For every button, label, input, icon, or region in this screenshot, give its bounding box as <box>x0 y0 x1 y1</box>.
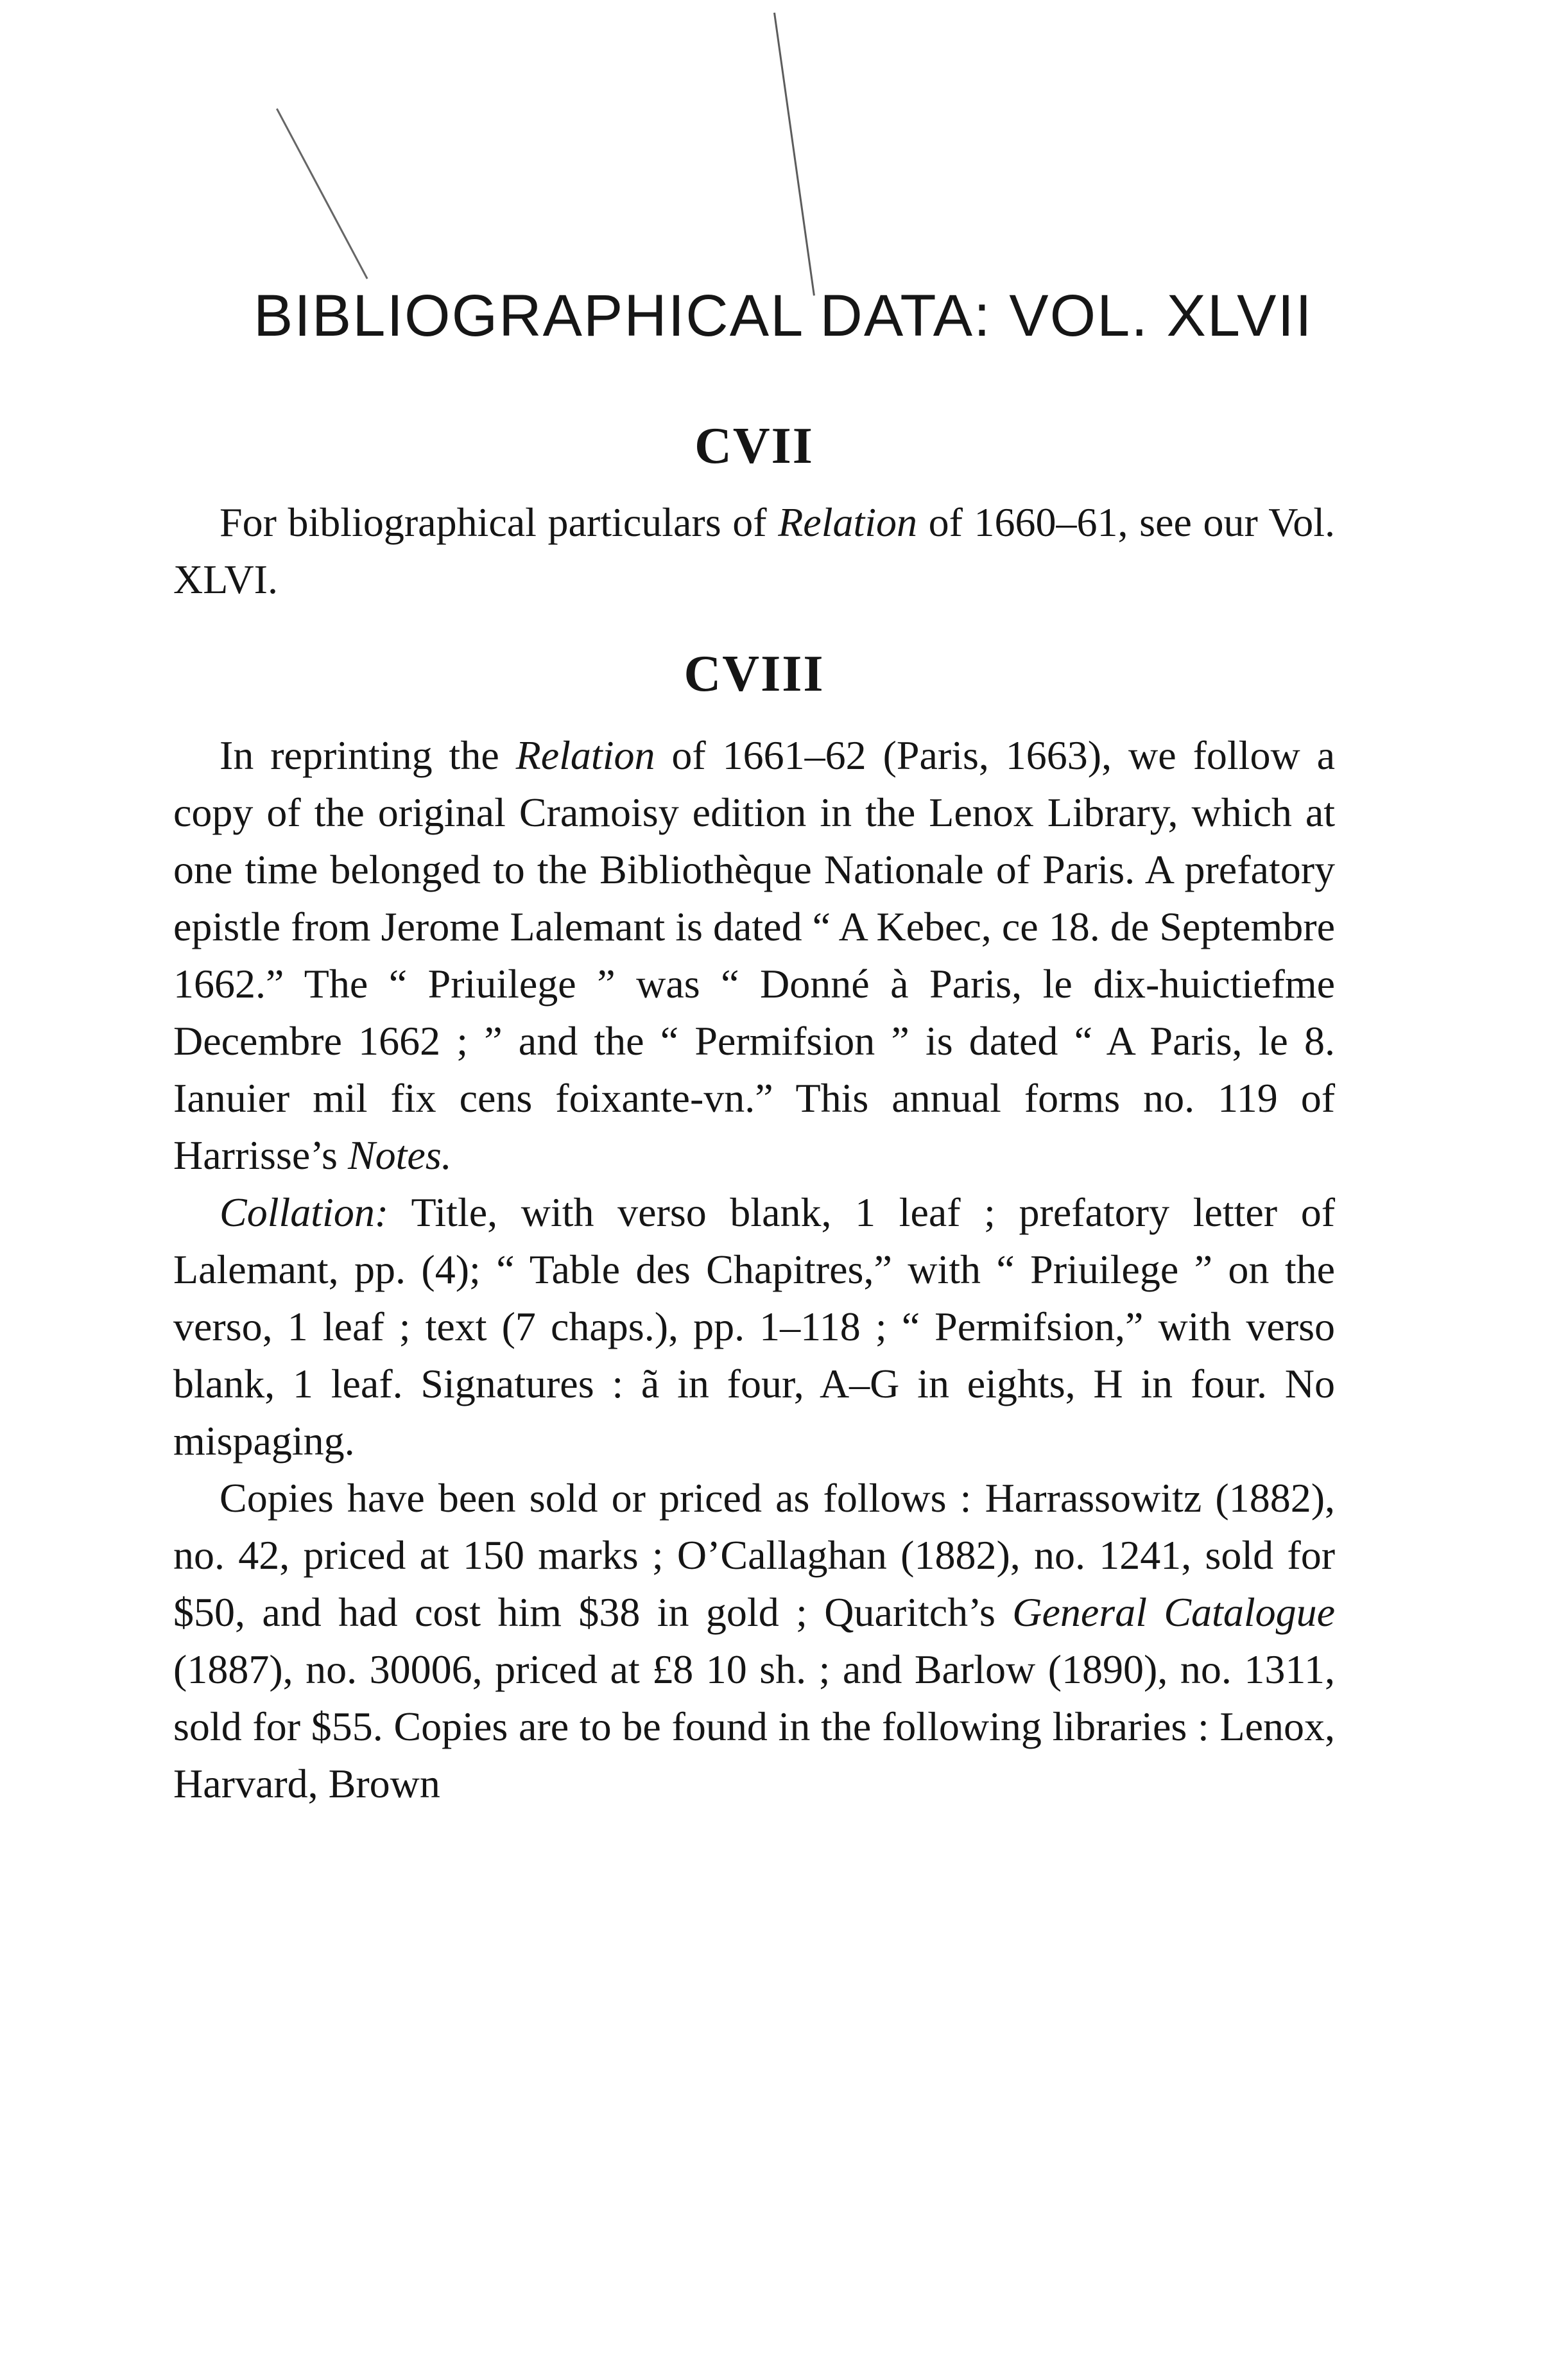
scan-scratch-center <box>773 13 815 296</box>
scan-scratch-left <box>276 108 368 279</box>
text-run: In reprinting the <box>220 732 516 778</box>
paragraph <box>173 1469 1335 1812</box>
paragraph <box>173 494 1335 608</box>
section-heading: CVIII <box>684 646 825 702</box>
italic-text-run: Relation <box>515 732 655 778</box>
text-run: Copies have been sold or priced as follows : Harrassowitz (1882), no. 42, priced at 150 marks ; O’Callaghan (1882), no. 1241, sold for $50, and had cost him $38 in gold ; Quaritch’s <box>173 1475 1335 1635</box>
italic-text-run: Relation <box>778 499 918 545</box>
section-cvii <box>173 417 1335 608</box>
section-cviii <box>173 645 1335 1812</box>
section-heading: CVII <box>694 418 814 474</box>
text-run: of 1660–61, see our Vol. XLVI. <box>173 499 1336 602</box>
paragraph <box>173 1184 1335 1469</box>
italic-text-run: Collation: <box>220 1189 389 1235</box>
running-head: BIBLIOGRAPHICAL DATA: VOL. XLVII <box>254 283 1313 349</box>
text-run: (1887), no. 30006, priced at £8 10 sh. ; and Barlow (1890), no. 1311, sold for $55. Copies are to be found in the following libraries : Lenox, Harvard, Brown <box>173 1646 1335 1806</box>
text-run: For bibliographical particulars of <box>220 499 779 545</box>
paragraph <box>173 727 1335 1184</box>
italic-text-run: General Catalogue <box>1012 1589 1336 1635</box>
text-run: of 1661–62 (Paris, 1663), we follow a copy of the original Cramoisy edition in the Lenox Library, which at one time belonged to the Bibliothèque Nationale of Paris. A prefatory epistle from Jerome Lalemant is dated “ A Kebec, ce 18. de Septembre 1662.” The “ Priuilege ” was “ Donné à Paris, le dix-huictiefme Decembre 1662 ; ” and the “ Permifsion ” is dated “ A Paris, le 8. Ianuier mil fix cens foixante-vn.” This annual forms no. 119 of Harrisse’s <box>173 732 1335 1178</box>
italic-text-run: Notes. <box>347 1132 452 1178</box>
text-run: Title, with verso blank, 1 leaf ; prefatory letter of Lalemant, pp. (4); “ Table des Chapitres,” with “ Priuilege ” on the verso, 1 leaf ; text (7 chaps.), pp. 1–118 ; “ Permifsion,” with verso blank, 1 leaf. Signatures : ã in four, A–G in eights, H in four. No mispaging. <box>173 1189 1335 1464</box>
